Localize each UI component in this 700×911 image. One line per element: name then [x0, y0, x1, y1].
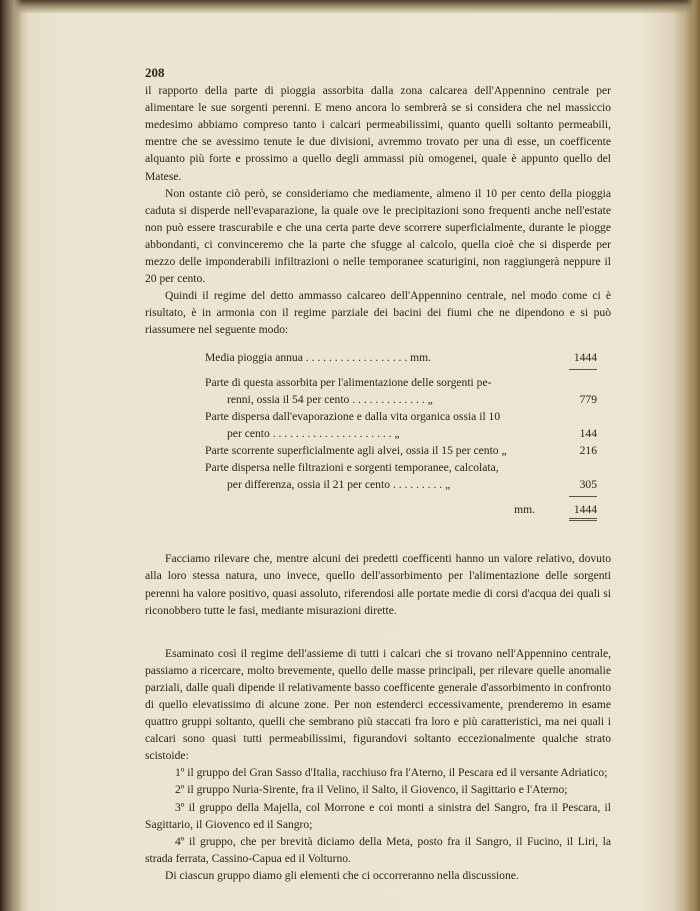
total-value: 1444 [573, 503, 597, 517]
table-value: 305 [579, 478, 597, 492]
paragraph-3: Quindi il regime del detto ammasso calcareo dell'Appennino centrale, nel modo come ci è risultato, è in armonia con il regime parziale dei bacini dei fiumi che ne dipendono e si può riassumere nel seguente modo: [145, 289, 611, 337]
table-label: Parte di questa assorbita per l'alimentazione delle sorgenti pe- [205, 375, 492, 389]
paragraph-6: Di ciascun gruppo diamo gli elementi che ci occorreranno nella discussione. [165, 868, 519, 882]
table-row-4a [205, 459, 597, 476]
total-unit: mm. [514, 503, 535, 517]
table-rule [569, 496, 597, 497]
table-label: Parte scorrente superficialmente agli alvei, ossia il 15 per cento „ [205, 443, 507, 457]
table-label: Parte dispersa nelle filtrazioni e sorgenti temporanee, calcolata, [205, 461, 499, 475]
total-double-rule [569, 518, 597, 521]
table-value: 144 [579, 426, 597, 440]
table-row-1a [205, 374, 597, 391]
list-item: 3º il gruppo della Majella, col Morrone e coi monti a sinistra del Sangro, fra il Pescara, il Sagittario, il Giovenco ed il Sangro; [145, 800, 611, 831]
paragraph-1: il rapporto della parte di pioggia assorbita dalla zona calcarea dell'Appennino centrale per alimentare le sue sorgenti perenni. E meno ancora lo sembrerà se si considera che nel massiccio medesimo abbiamo compreso tanto i calcari permeabilissimi, quanto quelli soltanto permeabili, mentre che se avessimo tenute le due divisioni, avremmo trovato per una di esse, un coefficente alquanto più forte e prossimo a quello degli ammassi più omogenei, quale è appunto quello del Matese. [145, 84, 611, 183]
table-label: renni, ossia il 54 per cento . . . . . . . . . . . . . „ [227, 392, 433, 406]
table-row-3 [205, 442, 597, 459]
page-top-shadow [0, 0, 700, 14]
page-number: 208 [145, 65, 165, 80]
paragraph-2: Non ostante ciò però, se consideriamo che mediamente, almeno il 10 per cento della pioggia caduta si disperde nell'evaparazione, la quale ove le precipitazioni sono frequenti anche nell'estate non può essere trascurabile e che una certa parte deve scorrere superficialmente, durante le piogge abbondanti, ci convinceremo che la parte che sfugge al calcolo, quella cioè che si disperde per mezzo delle imponderabili infiltrazioni o nelle temporanee scaturigini, non raggiungerà neppure il 20 per cento. [145, 186, 611, 286]
table-row-4b [205, 476, 597, 493]
page-edge [686, 0, 700, 911]
table-row-1b [205, 391, 597, 408]
table-label: per differenza, ossia il 21 per cento . . . . . . . . . „ [227, 478, 451, 492]
table-row-2b [205, 425, 597, 442]
table-value: 779 [579, 392, 597, 406]
list-item: 1º il gruppo del Gran Sasso d'Italia, racchiuso fra l'Aterno, il Pescara ed il versante Adriatico; [175, 766, 608, 780]
list-item: 4º il gruppo, che per brevità diciamo della Meta, posto fra il Sangro, il Fucino, il Liri, la strada ferrata, Cassino-Capua ed il Volturno. [145, 834, 611, 865]
table-row-media [205, 349, 597, 366]
list-item: 2º il gruppo Nuria-Sirente, fra il Velino, il Salto, il Giovenco, il Sagittario e l'Aterno; [175, 783, 568, 797]
table-label: Media pioggia annua . . . . . . . . . . . . . . . . . . mm. [205, 350, 432, 364]
table-label: per cento . . . . . . . . . . . . . . . . . . . . . „ [227, 426, 400, 440]
paragraph-5: Esaminato così il regime dell'assieme di tutti i calcari che si trovano nell'Appennino centrale, passiamo a ricercare, molto brevemente, quello delle masse principali, per rilevare quelle anomalie parziali, dalle quali dipende il relativamente basso coefficente generale d'assorbimento in confronto di quello elevatissimo di alcune zone. Per non estenderci eccessivamente, prenderemo in esame quattro gruppi soltanto, quelli che sembrano più staccati fra loro e più caratteristici, ma nei quali i calcari sono quasi tutti permeabilissimi, figurandovi soltanto eccezionalmente qualche strato scistoide: [145, 646, 611, 763]
table-rule [569, 369, 597, 370]
table-label: Parte dispersa dall'evaporazione e dalla vita organica ossia il 10 [205, 409, 501, 423]
paragraph-4: Facciamo rilevare che, mentre alcuni dei predetti coefficenti hanno un valore relativo, dovuto alla loro stessa natura, uno invece, quello dell'assorbimento per l'alimentazione delle sorgenti perenni ha valore positivo, quasi assoluto, riferendosi alle portate medie di corsi d'acqua dei quali si riconobbero tutte le fasi, mediante misurazioni dirette. [145, 552, 611, 617]
table-row-2a [205, 408, 597, 425]
book-gutter [0, 0, 22, 911]
table-value: 216 [579, 443, 597, 457]
rainfall-table [205, 349, 597, 522]
page-text [145, 64, 611, 884]
table-total-row [205, 501, 597, 518]
table-value: 1444 [573, 350, 597, 364]
